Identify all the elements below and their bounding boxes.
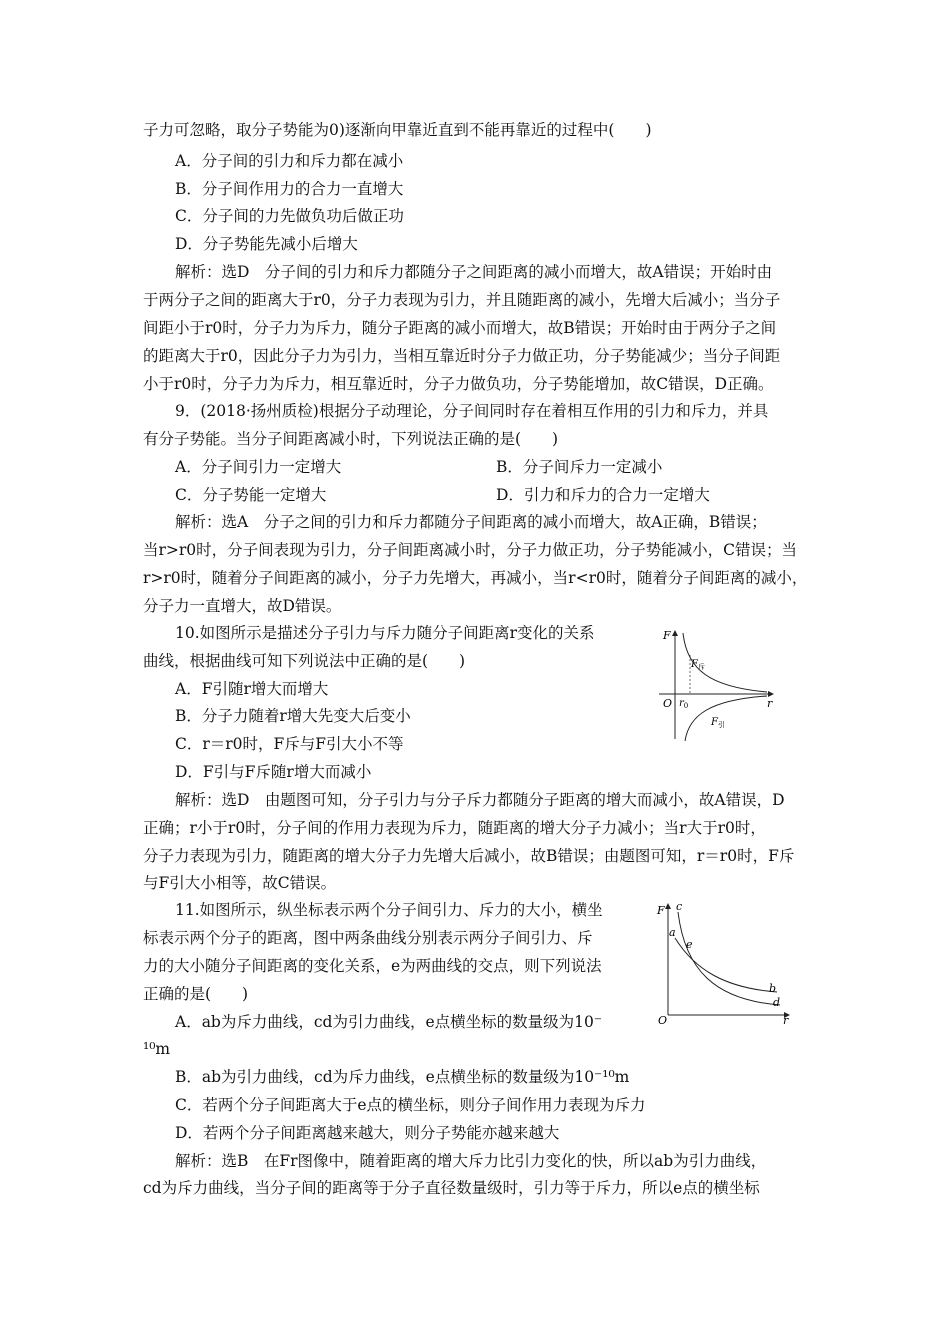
q10-analysis-line: 与F引大小相等，故C错误。 bbox=[143, 874, 337, 892]
q8-option-b: B．分子间作用力的合力一直增大 bbox=[175, 180, 404, 198]
q11-analysis-line: 解析：选B 在Fr图像中，随着距离的增大斥力比引力变化的快，所以ab为引力曲线， bbox=[175, 1152, 767, 1170]
q11-graph-label-d: d bbox=[773, 996, 781, 1009]
q11-analysis-line: cd为斥力曲线，当分子间的距离等于分子直径数量级时，引力等于斥力，所以e点的横坐标 bbox=[143, 1179, 760, 1197]
q11-option-a: A．ab为斥力曲线，cd为引力曲线，e点横坐标的数量级为10⁻ bbox=[175, 1013, 603, 1031]
q10-graph-label-O: O bbox=[663, 697, 673, 710]
q11-option-b: B．ab为引力曲线，cd为斥力曲线，e点横坐标的数量级为10⁻¹⁰m bbox=[175, 1068, 630, 1086]
q11-stem-line: 正确的是( ) bbox=[143, 985, 249, 1003]
q9-analysis-line: 当r>r0时，分子间表现为引力，分子间距离减小时，分子力做正功，分子势能减小，C错误；当 bbox=[143, 541, 798, 559]
q11-graph-label-O: O bbox=[658, 1014, 668, 1025]
q11-stem-line: 力的大小随分子间距离的变化关系，e为两曲线的交点，则下列说法 bbox=[143, 957, 602, 975]
q9-option-c: C．分子势能一定增大 bbox=[175, 486, 327, 504]
q10-analysis-line: 解析：选D 由题图可知，分子引力与分子斥力都随分子距离的增大而减小，故A错误，D bbox=[175, 791, 785, 809]
q11-graph-label-c: c bbox=[676, 900, 683, 913]
q11-graph-label-a: a bbox=[669, 926, 676, 939]
q10-analysis-line: 正确；r小于r0时，分子间的作用力表现为斥力，随距离的增大分子力减小；当r大于r0时， bbox=[143, 819, 766, 837]
q9-option-d: D．引力和斥力的合力一定增大 bbox=[496, 486, 710, 504]
q9-analysis-line: r>r0时，随着分子间距离的减小，分子力先增大，再减小，当r<r0时，随着分子间距离的减小， bbox=[143, 569, 808, 587]
q8-stem-tail: 子力可忽略，取分子势能为0)逐渐向甲靠近直到不能再靠近的过程中( ) bbox=[143, 121, 652, 139]
q11-graph-label-r: r bbox=[783, 1014, 789, 1025]
q11-option-c: C．若两个分子间距离大于e点的横坐标，则分子间作用力表现为斥力 bbox=[175, 1096, 646, 1114]
q11-graph-label-e: e bbox=[686, 938, 693, 951]
q8-analysis-line: 于两分子之间的距离大于r0，分子力表现为引力，并且随距离的减小，先增大后减小；当分子 bbox=[143, 291, 781, 309]
q10-graph-label-r0: $r_0$ bbox=[679, 698, 689, 710]
q11-stem-line: 标表示两个分子的距离，图中两条曲线分别表示两分子间引力、斥 bbox=[143, 929, 593, 947]
q10-graph-label-F-rep: $F_斥$ bbox=[691, 659, 705, 671]
q9-option-b: B．分子间斥力一定减小 bbox=[496, 458, 663, 476]
q8-option-c: C．分子间的力先做负功后做正功 bbox=[175, 207, 404, 225]
q9-stem-line: 有分子势能。当分子间距离减小时，下列说法正确的是( ) bbox=[143, 430, 559, 448]
q8-analysis-line: 间距小于r0时，分子力为斥力，随分子距离的减小而增大，故B错误；开始时由于两分子之间 bbox=[143, 319, 777, 337]
q9-option-a: A．分子间引力一定增大 bbox=[175, 458, 342, 476]
q8-analysis-line: 的距离大于r0，因此分子力为引力，当相互靠近时分子力做正功，分子势能减少；当分子间距 bbox=[143, 347, 781, 365]
q10-graph-label-r: r bbox=[767, 697, 773, 710]
q10-graph-label-F-att: $F_引$ bbox=[711, 717, 725, 729]
q8-analysis-line: 解析：选D 分子间的引力和斥力都随分子之间距离的减小而增大，故A错误；开始时由 bbox=[175, 263, 773, 281]
q11-graph-label-b: b bbox=[769, 982, 777, 995]
q10-attraction-curve bbox=[685, 696, 767, 741]
q10-option-a: A．F引随r增大而增大 bbox=[175, 680, 329, 698]
q9-analysis-line: 分子力一直增大，故D错误。 bbox=[143, 597, 342, 615]
q11-option-a-wrap: ¹⁰m bbox=[143, 1040, 171, 1058]
q10-force-graph bbox=[655, 625, 780, 745]
q9-stem-line: 9．(2018·扬州质检)根据分子动理论，分子间同时存在着相互作用的引力和斥力，并具 bbox=[175, 402, 769, 420]
q10-stem-line: 曲线，根据曲线可知下列说法中正确的是( ) bbox=[143, 652, 466, 670]
q11-force-graph bbox=[655, 900, 795, 1025]
q11-stem-line: 11.如图所示，纵坐标表示两个分子间引力、斥力的大小，横坐 bbox=[175, 901, 603, 919]
q8-analysis-line: 小于r0时，分子力为斥力，相互靠近时，分子力做负功，分子势能增加，故C错误，D正确。 bbox=[143, 375, 774, 393]
q10-analysis-line: 分子力表现为引力，随距离的增大分子力先增大后减小，故B错误；由题图可知，r＝r0时，F斥 bbox=[143, 847, 795, 865]
q11-option-d: D．若两个分子间距离越来越大，则分子势能亦越来越大 bbox=[175, 1124, 560, 1142]
q10-option-b: B．分子力随着r增大先变大后变小 bbox=[175, 707, 411, 725]
q8-option-d: D．分子势能先减小后增大 bbox=[175, 235, 358, 253]
q10-stem-line: 10.如图所示是描述分子引力与斥力随分子间距离r变化的关系 bbox=[175, 624, 595, 642]
q10-option-c: C．r＝r0时，F斥与F引大小不等 bbox=[175, 735, 404, 753]
q8-option-a: A．分子间的引力和斥力都在减小 bbox=[175, 152, 404, 170]
q9-analysis-line: 解析：选A 分子之间的引力和斥力都随分子间距离的减小而增大，故A正确，B错误； bbox=[175, 513, 767, 531]
q10-graph-label-F: F bbox=[663, 629, 671, 642]
q10-option-d: D．F引与F斥随r增大而减小 bbox=[175, 763, 372, 781]
q11-graph-label-F: F bbox=[657, 904, 665, 917]
